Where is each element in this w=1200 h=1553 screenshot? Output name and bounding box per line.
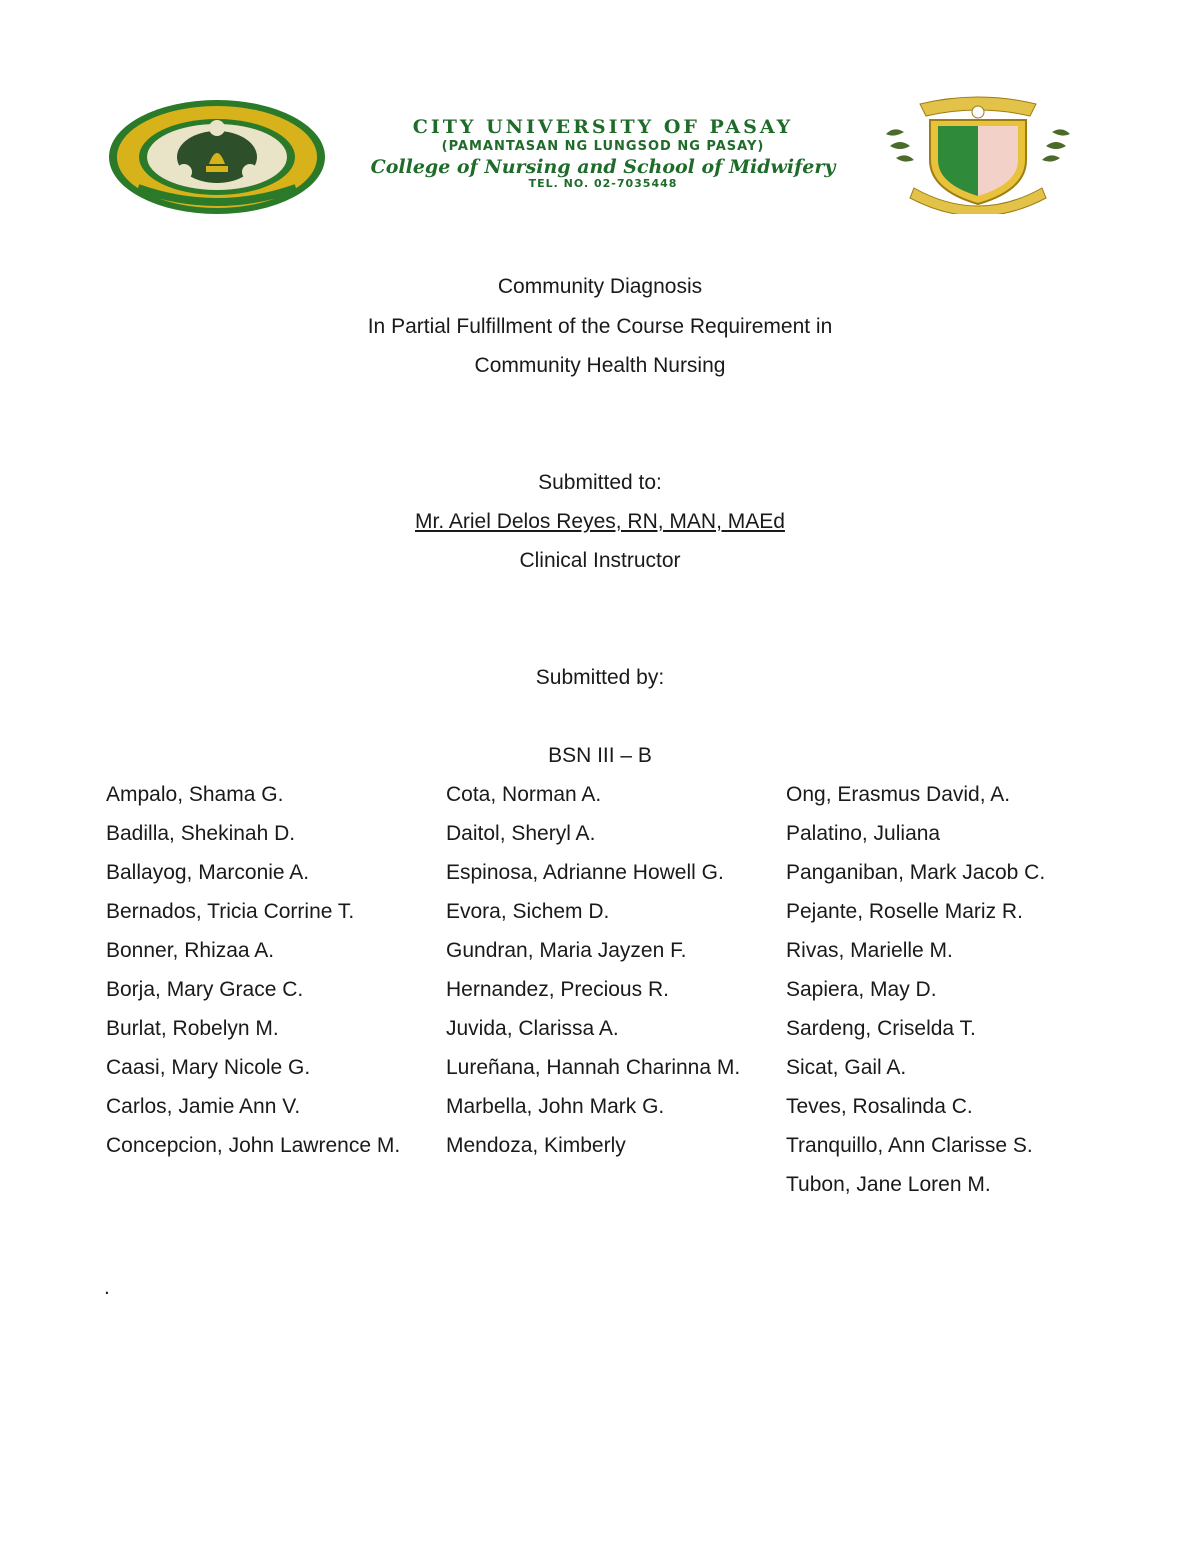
submitted-by-label: Submitted by:	[535, 666, 665, 689]
document-title: Community Diagnosis	[497, 275, 703, 298]
member-name: Bernados, Tricia Corrine T.	[106, 900, 355, 923]
course-name: Community Health Nursing	[474, 354, 726, 377]
member-name: Sardeng, Criselda T.	[786, 1017, 976, 1040]
letterhead-text	[328, 116, 878, 190]
trailing-mark: .	[104, 1276, 110, 1299]
member-name: Lureñana, Hannah Charinna M.	[446, 1056, 741, 1079]
member-name: Tranquillo, Ann Clarisse S.	[786, 1134, 1033, 1157]
member-name: Juvida, Clarissa A.	[446, 1017, 619, 1040]
member-name: Daitol, Sheryl A.	[446, 822, 596, 845]
member-name: Rivas, Marielle M.	[786, 939, 953, 962]
college-name: College of Nursing and School of Midwifery	[370, 156, 836, 178]
instructor-name: Mr. Ariel Delos Reyes, RN, MAN, MAEd	[415, 510, 785, 533]
member-name: Caasi, Mary Nicole G.	[106, 1056, 311, 1079]
instructor-position: Clinical Instructor	[519, 549, 681, 572]
members-column-2	[416, 782, 756, 1172]
member-name: Gundran, Maria Jayzen F.	[446, 939, 687, 962]
member-name: Sapiera, May D.	[786, 978, 937, 1001]
member-name: Cota, Norman A.	[446, 783, 602, 806]
member-name: Ong, Erasmus David, A.	[786, 783, 1011, 806]
member-name: Evora, Sichem D.	[446, 900, 610, 923]
member-name: Ampalo, Shama G.	[106, 783, 284, 806]
member-name: Mendoza, Kimberly	[446, 1134, 626, 1157]
member-name: Sicat, Gail A.	[786, 1056, 907, 1079]
member-name: Panganiban, Mark Jacob C.	[786, 861, 1046, 884]
member-name: Espinosa, Adrianne Howell G.	[446, 861, 724, 884]
member-name: Teves, Rosalinda C.	[786, 1095, 973, 1118]
member-name: Marbella, John Mark G.	[446, 1095, 665, 1118]
member-name: Pejante, Roselle Mariz R.	[786, 900, 1023, 923]
member-name: Borja, Mary Grace C.	[106, 978, 304, 1001]
members-column-3	[756, 782, 1096, 1211]
submitted-to-label: Submitted to:	[538, 471, 662, 494]
university-subtitle: (PAMANTASAN NG LUNGSOD NG PASAY)	[441, 139, 765, 154]
members-column-1	[76, 782, 416, 1172]
member-name: Palatino, Juliana	[786, 822, 941, 845]
instructor-name-line	[0, 509, 1200, 535]
member-name: Badilla, Shekinah D.	[106, 822, 296, 845]
member-name: Bonner, Rhizaa A.	[106, 939, 275, 962]
member-name: Concepcion, John Lawrence M.	[106, 1134, 401, 1157]
member-name: Hernandez, Precious R.	[446, 978, 669, 1001]
university-name: CITY UNIVERSITY OF PASAY	[412, 116, 794, 138]
section-label: BSN III – B	[548, 744, 652, 767]
member-name: Burlat, Robelyn M.	[106, 1017, 279, 1040]
telephone-number: TEL. NO. 02-7035448	[528, 177, 678, 190]
member-name: Ballayog, Marconie A.	[106, 861, 310, 884]
university-seal-icon	[106, 98, 328, 216]
fulfillment-statement: In Partial Fulfillment of the Course Requirement in	[367, 315, 833, 338]
member-name: Tubon, Jane Loren M.	[786, 1173, 991, 1196]
college-crest-icon	[880, 94, 1076, 214]
letterhead	[100, 92, 1080, 222]
member-name: Carlos, Jamie Ann V.	[106, 1095, 301, 1118]
